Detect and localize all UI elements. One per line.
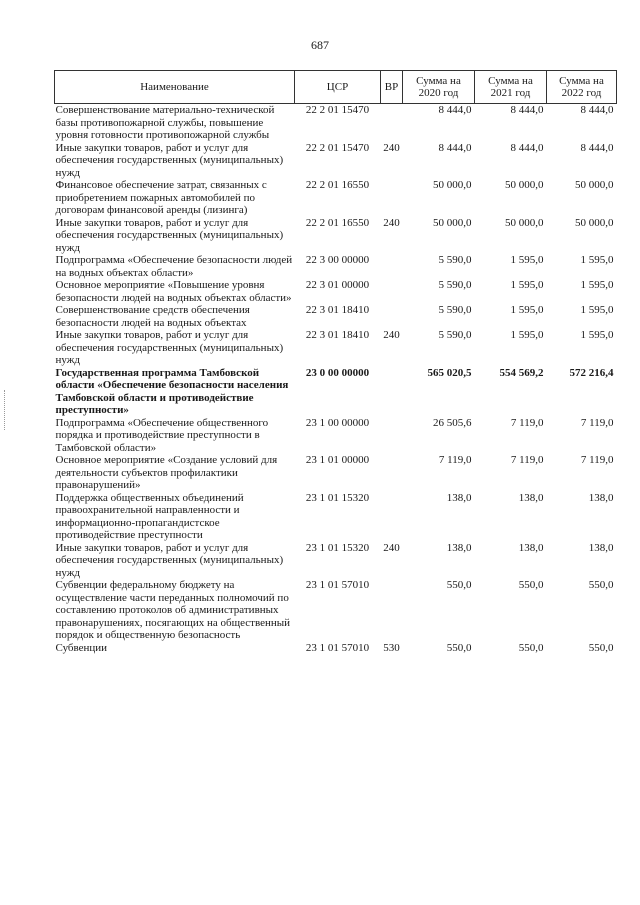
row-sum-2021: 550,0: [518, 641, 544, 654]
row-sum-2021: 554 569,2: [499, 366, 544, 379]
row-vr: 240: [383, 141, 400, 154]
row-csr: 23 1 01 00000: [305, 454, 370, 466]
page-number: 687: [311, 38, 329, 52]
table-row: [55, 304, 617, 329]
row-sum-2020: 550,0: [446, 579, 472, 591]
row-name: Субвенции федеральному бюджету на осуществление части переданных полномочий по составлению протоколов об административных правонарушениях, посягающих на общественный порядок и общественную безопасность: [55, 579, 291, 641]
row-sum-2021: 50 000,0: [505, 179, 544, 191]
row-sum-2021: 1 595,0: [510, 279, 544, 291]
row-name: Иные закупки товаров, работ и услуг для обеспечения государственных (муниципальных) нужд: [55, 541, 284, 579]
header-sum-2022: Сумма на 2022 год: [547, 71, 617, 104]
row-sum-2020: 5 590,0: [438, 279, 472, 291]
row-vr: 530: [383, 641, 400, 654]
row-sum-2021: 7 119,0: [510, 454, 544, 466]
row-vr: [381, 104, 403, 142]
table-row: [55, 142, 617, 180]
row-sum-2021: 1 595,0: [510, 304, 544, 316]
row-vr: 240: [383, 216, 400, 229]
row-sum-2022: 7 119,0: [580, 454, 614, 466]
row-vr: [381, 454, 403, 492]
row-sum-2021: 50 000,0: [505, 216, 544, 229]
row-sum-2020: 8 444,0: [438, 141, 472, 154]
row-name: Финансовое обеспечение затрат, связанных с приобретением пожарных автомобилей по договорам финансовой аренды (лизинга): [55, 179, 267, 216]
row-name: Субвенции: [55, 641, 108, 654]
row-sum-2022: 138,0: [588, 491, 614, 504]
header-name: Наименование: [55, 71, 295, 104]
table-row: [55, 217, 617, 255]
row-sum-2020: 550,0: [446, 641, 472, 654]
row-vr: [381, 367, 403, 417]
row-sum-2022: 1 595,0: [580, 329, 614, 341]
row-name: Основное мероприятие «Создание условий для деятельности субъектов профилактики правонарушений»: [55, 454, 278, 491]
table-row: [55, 579, 617, 642]
header-vr: ВР: [381, 71, 403, 104]
row-csr: 22 2 01 16550: [305, 216, 370, 229]
row-vr: [381, 179, 403, 217]
row-sum-2022: 572 216,4: [569, 366, 614, 379]
row-sum-2020: 50 000,0: [433, 216, 472, 229]
table-row: [55, 179, 617, 217]
table-header-row: [55, 71, 617, 104]
table-row: [55, 254, 617, 279]
row-vr: [381, 304, 403, 329]
row-sum-2021: 1 595,0: [510, 329, 544, 341]
row-sum-2021: 8 444,0: [510, 141, 544, 154]
table-row: [55, 492, 617, 542]
row-csr: 23 1 01 57010: [305, 641, 370, 654]
table-row: [55, 542, 617, 580]
row-vr: [381, 279, 403, 304]
row-csr: 23 1 01 15320: [305, 541, 370, 554]
row-sum-2021: 1 595,0: [510, 254, 544, 266]
row-sum-2020: 565 020,5: [427, 366, 472, 379]
row-sum-2020: 138,0: [446, 541, 472, 554]
row-name: Совершенствование материально-технической базы противопожарной службы, повышение уровня готовности противопожарной службы: [55, 104, 275, 141]
table-row: [55, 367, 617, 417]
row-name: Основное мероприятие «Повышение уровня безопасности людей на водных объектах области»: [55, 279, 292, 304]
row-sum-2021: 7 119,0: [510, 416, 544, 429]
margin-mark: [4, 390, 7, 430]
row-sum-2020: 7 119,0: [438, 454, 472, 466]
row-vr: 240: [383, 329, 400, 341]
row-vr: [381, 254, 403, 279]
row-sum-2021: 8 444,0: [510, 104, 544, 116]
row-vr: [381, 492, 403, 542]
row-csr: 22 3 01 18410: [305, 304, 370, 316]
budget-table: [54, 70, 617, 654]
row-sum-2020: 50 000,0: [433, 179, 472, 191]
row-csr: 22 2 01 16550: [305, 179, 370, 191]
row-name: Иные закупки товаров, работ и услуг для обеспечения государственных (муниципальных) нужд: [55, 216, 284, 254]
row-sum-2022: 50 000,0: [575, 179, 614, 191]
table-row: [55, 454, 617, 492]
table-row: [55, 417, 617, 455]
row-csr: 22 3 01 00000: [305, 279, 370, 291]
row-csr: 23 1 00 00000: [305, 416, 370, 429]
row-csr: 22 2 01 15470: [305, 104, 370, 116]
row-sum-2021: 550,0: [518, 579, 544, 591]
row-sum-2022: 7 119,0: [580, 416, 614, 429]
table-row: [55, 329, 617, 367]
row-name: Государственная программа Тамбовской области «Обеспечение безопасности населения Тамбовской области и противодействие преступности»: [55, 366, 289, 416]
row-sum-2020: 5 590,0: [438, 304, 472, 316]
row-name: Иные закупки товаров, работ и услуг для обеспечения государственных (муниципальных) нужд: [55, 141, 284, 179]
table-row: [55, 104, 617, 142]
row-csr: 22 3 00 00000: [305, 254, 370, 266]
row-name: Совершенствование средств обеспечения безопасности людей на водных объектах: [55, 304, 250, 329]
header-sum-2021: Сумма на 2021 год: [475, 71, 547, 104]
table-row: [55, 279, 617, 304]
header-csr: ЦСР: [295, 71, 381, 104]
row-sum-2022: 1 595,0: [580, 279, 614, 291]
row-sum-2020: 138,0: [446, 491, 472, 504]
row-vr: [381, 579, 403, 642]
row-sum-2022: 550,0: [588, 641, 614, 654]
row-name: Поддержка общественных объединений правоохранительной направленности и информационно-пропагандистское противодействие преступности: [55, 491, 244, 541]
table-body: [55, 104, 617, 655]
row-sum-2022: 8 444,0: [580, 141, 614, 154]
row-sum-2022: 138,0: [588, 541, 614, 554]
row-csr: 23 1 01 57010: [305, 579, 370, 591]
row-vr: [381, 417, 403, 455]
row-sum-2022: 1 595,0: [580, 254, 614, 266]
row-sum-2021: 138,0: [518, 491, 544, 504]
row-sum-2020: 5 590,0: [438, 329, 472, 341]
row-name: Подпрограмма «Обеспечение общественного порядка и противодействие преступности в Тамбовской области»: [55, 416, 269, 454]
row-sum-2022: 550,0: [588, 579, 614, 591]
row-sum-2020: 26 505,6: [433, 416, 472, 429]
row-sum-2022: 1 595,0: [580, 304, 614, 316]
row-sum-2020: 5 590,0: [438, 254, 472, 266]
row-name: Иные закупки товаров, работ и услуг для обеспечения государственных (муниципальных) нужд: [55, 329, 284, 366]
row-sum-2020: 8 444,0: [438, 104, 472, 116]
row-csr: 22 3 01 18410: [305, 329, 370, 341]
table-row: [55, 642, 617, 655]
row-vr: 240: [383, 541, 400, 554]
row-csr: 22 2 01 15470: [305, 141, 370, 154]
row-csr: 23 1 01 15320: [305, 491, 370, 504]
row-csr: 23 0 00 00000: [305, 366, 370, 379]
row-name: Подпрограмма «Обеспечение безопасности людей на водных объектах области»: [55, 254, 293, 279]
row-sum-2022: 8 444,0: [580, 104, 614, 116]
row-sum-2022: 50 000,0: [575, 216, 614, 229]
header-sum-2020: Сумма на 2020 год: [403, 71, 475, 104]
row-sum-2021: 138,0: [518, 541, 544, 554]
